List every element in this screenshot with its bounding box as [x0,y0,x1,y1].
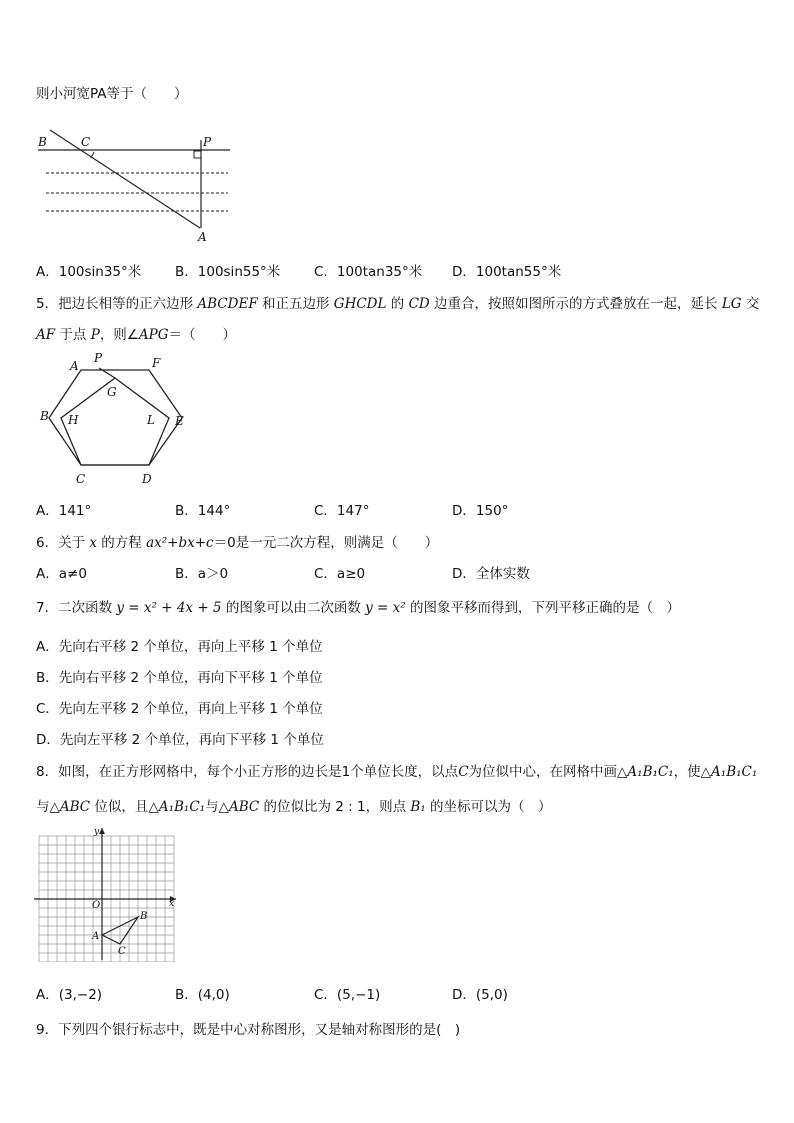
label-a: A [198,230,207,244]
label-y: y [94,827,100,837]
q5-option-a: A．141° [36,503,92,519]
q8-stem-line1: 8．如图，在正方形网格中，每个小正方形的边长是1个单位长度，以点C为位似中心，在网格中画△A₁B₁C₁，使△A₁B₁C₁ [36,764,758,780]
label-o: O [92,900,101,911]
q5-stem-line2: AF 于点 P，则∠APG＝（ ） [36,327,237,343]
q7-option-d: D．先向左平移 2 个单位，再向下平移 1 个单位 [36,732,324,748]
q5-option-d: D．150° [452,503,509,519]
q8-option-d: D．(5,0) [452,987,508,1003]
q5-option-b: B．144° [175,503,231,519]
y-axis-arrow [99,828,105,834]
label-f: F [152,356,161,370]
label-e: E [175,414,184,428]
q6-option-a: A．a≠0 [36,566,87,582]
label-c: C [81,135,91,149]
q5-hexagon-figure [36,350,196,490]
label-b: B [40,409,49,423]
label-a: A [92,931,100,942]
label-b: B [38,135,47,149]
q8-option-c: C．(5,−1) [314,987,381,1003]
q6-option-c: C．a≥0 [314,566,366,582]
q6-option-b: B．a＞0 [175,566,229,582]
label-p: P [94,351,103,365]
q8-option-b: B．(4,0) [175,987,230,1003]
q4-river-figure [34,116,234,246]
label-d: D [142,472,152,486]
label-x: x [169,899,175,909]
q4-stem-tail: 则小河宽PA等于（ ） [36,86,188,102]
q7-option-a: A．先向右平移 2 个单位，再向上平移 1 个单位 [36,639,323,655]
label-h: H [68,413,79,427]
q7-option-b: B．先向右平移 2 个单位，再向下平移 1 个单位 [36,670,323,686]
q6-stem: 6．关于 x 的方程 ax²+bx+c＝0是一元二次方程，则满足（ ） [36,535,439,551]
label-c: C [118,946,126,957]
q5-stem-line1: 5．把边长相等的正六边形 ABCDEF 和正五边形 GHCDL 的 CD 边重合，按照如图所示的方式叠放在一起，延长 LG 交 [36,296,760,312]
q8-grid-figure [34,826,184,962]
q4-option-d: D．100tan55°米 [452,264,562,280]
label-l: L [147,413,155,427]
q8-option-a: A．(3,−2) [36,987,103,1003]
label-p: P [203,135,212,149]
label-a: A [70,359,79,373]
q9-stem: 9．下列四个银行标志中，既是中心对称图形，又是轴对称图形的是( ) [36,1022,461,1038]
q4-option-b: B．100sin55°米 [175,264,281,280]
label-b: B [140,911,148,922]
q7-option-c: C．先向左平移 2 个单位，再向上平移 1 个单位 [36,701,323,717]
q6-option-d: D．全体实数 [452,566,530,582]
q4-option-c: C．100tan35°米 [314,264,423,280]
q4-option-a: A．100sin35°米 [36,264,142,280]
q5-option-c: C．147° [314,503,370,519]
q7-stem: 7．二次函数 y = x² + 4x + 5 的图象可以由二次函数 y = x² 的图象平移而得到，下列平移正确的是（ ） [36,600,680,616]
label-c: C [76,472,86,486]
q8-stem-line2: 与△ABC 位似，且△A₁B₁C₁与△ABC 的位似比为 2 : 1，则点 B₁ 的坐标可以为（ ） [36,799,552,815]
label-g: G [107,385,117,399]
